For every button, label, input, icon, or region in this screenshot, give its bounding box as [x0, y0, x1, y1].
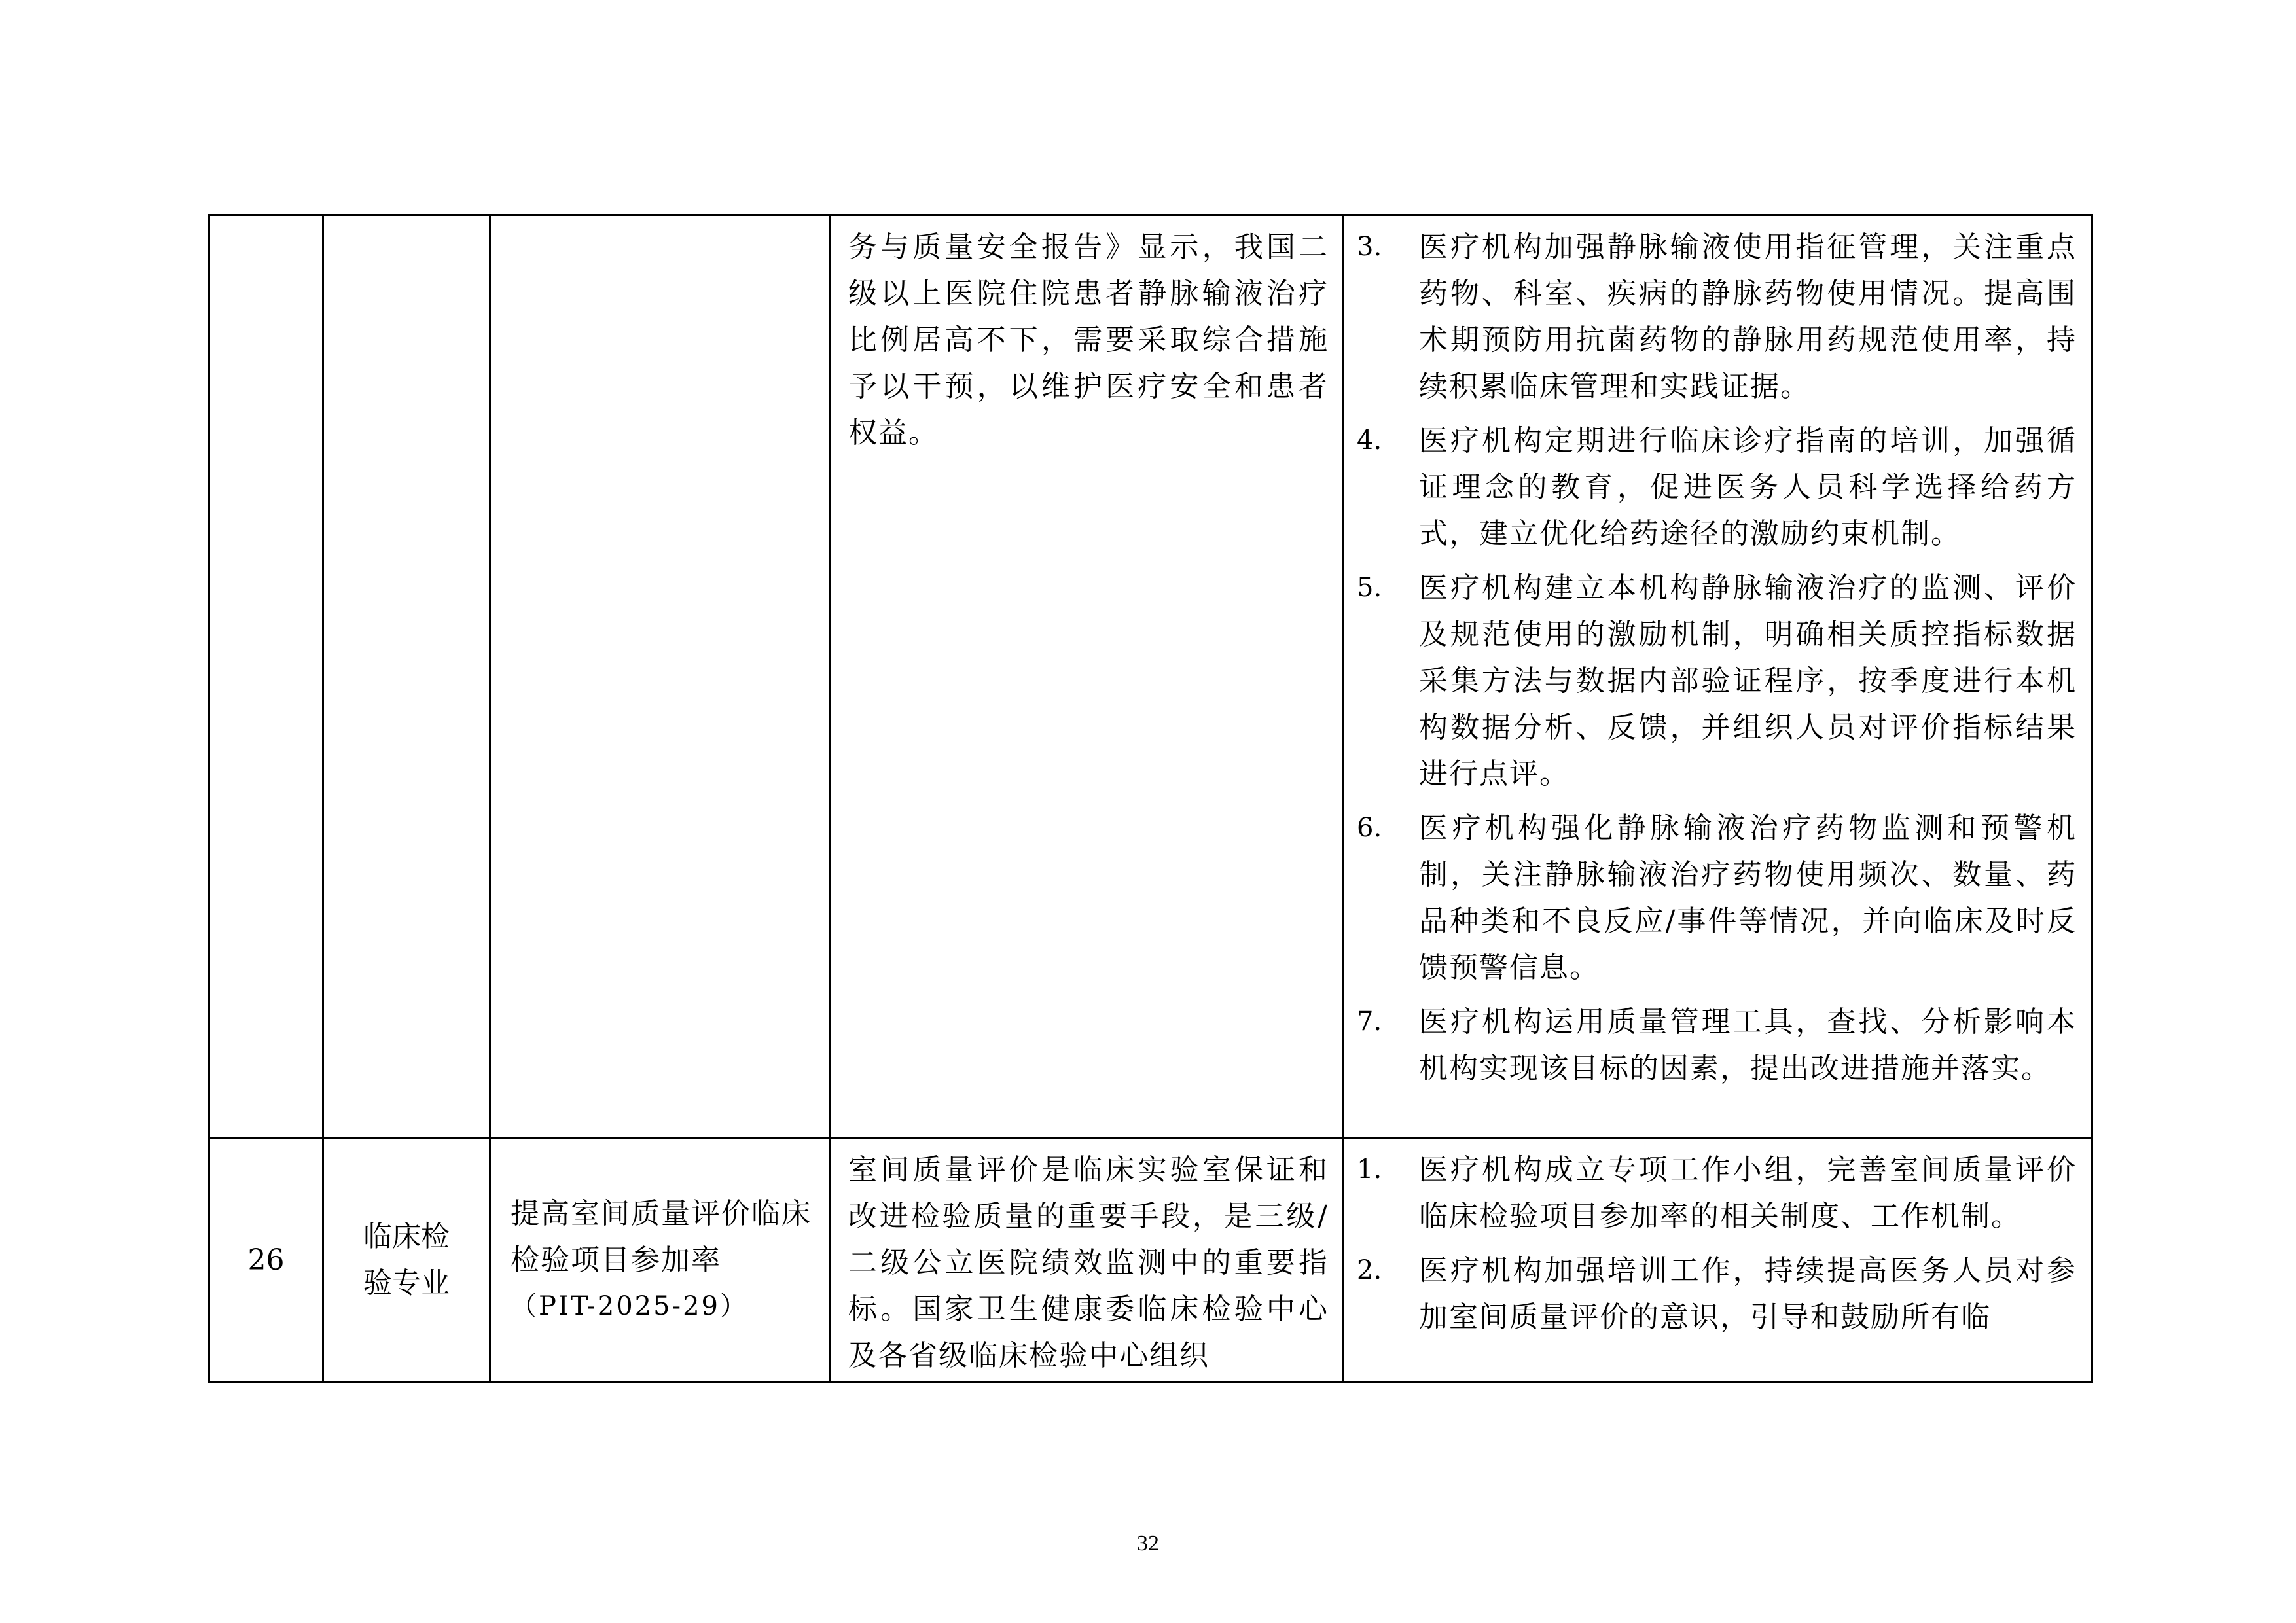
measure-number: 6. [1357, 813, 1382, 843]
measure-number: 4. [1357, 425, 1382, 455]
measure-text: 医疗机构强化静脉输液治疗药物监测和预警机制，关注静脉输液治疗药物使用频次、数量、药品种类和不良反应/事件等情况，并向临床及时反馈预警信息。 [1419, 812, 2077, 984]
measure-item [1357, 1147, 2077, 1240]
row-number-cell [209, 215, 323, 1138]
measure-item [1357, 565, 2077, 797]
profession-cell: 临床检验专业 [323, 1138, 490, 1382]
background-cell [831, 215, 1343, 1138]
table-row [209, 215, 2092, 1138]
goal-cell [490, 1138, 831, 1382]
indicator-table [208, 214, 2093, 1383]
measures-cell [1343, 1138, 2092, 1382]
goal-code: （PIT-2025-29） [511, 1291, 748, 1321]
goal-cell [490, 215, 831, 1138]
page-number: 32 [1137, 1531, 1159, 1556]
measure-item [1357, 418, 2077, 557]
measure-item [1357, 224, 2077, 410]
measures-list [1344, 1139, 2091, 1340]
measures-list [1344, 216, 2091, 1092]
measure-text: 医疗机构加强静脉输液使用指征管理，关注重点药物、科室、疾病的静脉药物使用情况。提高围术期预防用抗菌药物的静脉用药规范使用率，持续积累临床管理和实践证据。 [1419, 230, 2077, 403]
measure-text: 医疗机构建立本机构静脉输液治疗的监测、评价及规范使用的激励机制，明确相关质控指标数据采集方法与数据内部验证程序，按季度进行本机构数据分析、反馈，并组织人员对评价指标结果进行点评。 [1419, 571, 2077, 791]
measure-number: 7. [1357, 1007, 1382, 1037]
measure-text: 医疗机构成立专项工作小组，完善室间质量评价临床检验项目参加率的相关制度、工作机制。 [1419, 1153, 2077, 1233]
measures-cell [1343, 215, 2092, 1138]
measure-item [1357, 999, 2077, 1092]
background-text: 务与质量安全报告》显示，我国二级以上医院住院患者静脉输液治疗比例居高不下，需要采取综合措施予以干预，以维护医疗安全和患者权益。 [848, 230, 1329, 450]
measure-text: 医疗机构加强培训工作，持续提高医务人员对参加室间质量评价的意识，引导和鼓励所有临 [1419, 1254, 2077, 1334]
goal-text: 提高室间质量评价临床检验项目参加率 [511, 1196, 812, 1277]
background-cell [831, 1138, 1343, 1382]
measure-item [1357, 1247, 2077, 1340]
measure-text: 医疗机构定期进行临床诊疗指南的培训，加强循证理念的教育，促进医务人员科学选择给药方式，建立优化给药途径的激励约束机制。 [1419, 424, 2077, 550]
measure-number: 2. [1357, 1255, 1382, 1285]
measure-number: 5. [1357, 573, 1382, 603]
measure-text: 医疗机构运用质量管理工具，查找、分析影响本机构实现该目标的因素，提出改进措施并落实。 [1419, 1005, 2077, 1085]
measure-number: 3. [1357, 232, 1382, 262]
measure-number: 1. [1357, 1154, 1382, 1185]
measure-item [1357, 805, 2077, 991]
profession-cell [323, 215, 490, 1138]
table-row [209, 1138, 2092, 1382]
row-number-cell: 26 [209, 1138, 323, 1382]
background-text: 室间质量评价是临床实验室保证和改进检验质量的重要手段，是三级/二级公立医院绩效监测中的重要指标。国家卫生健康委临床检验中心及各省级临床检验中心组织 [848, 1153, 1329, 1372]
